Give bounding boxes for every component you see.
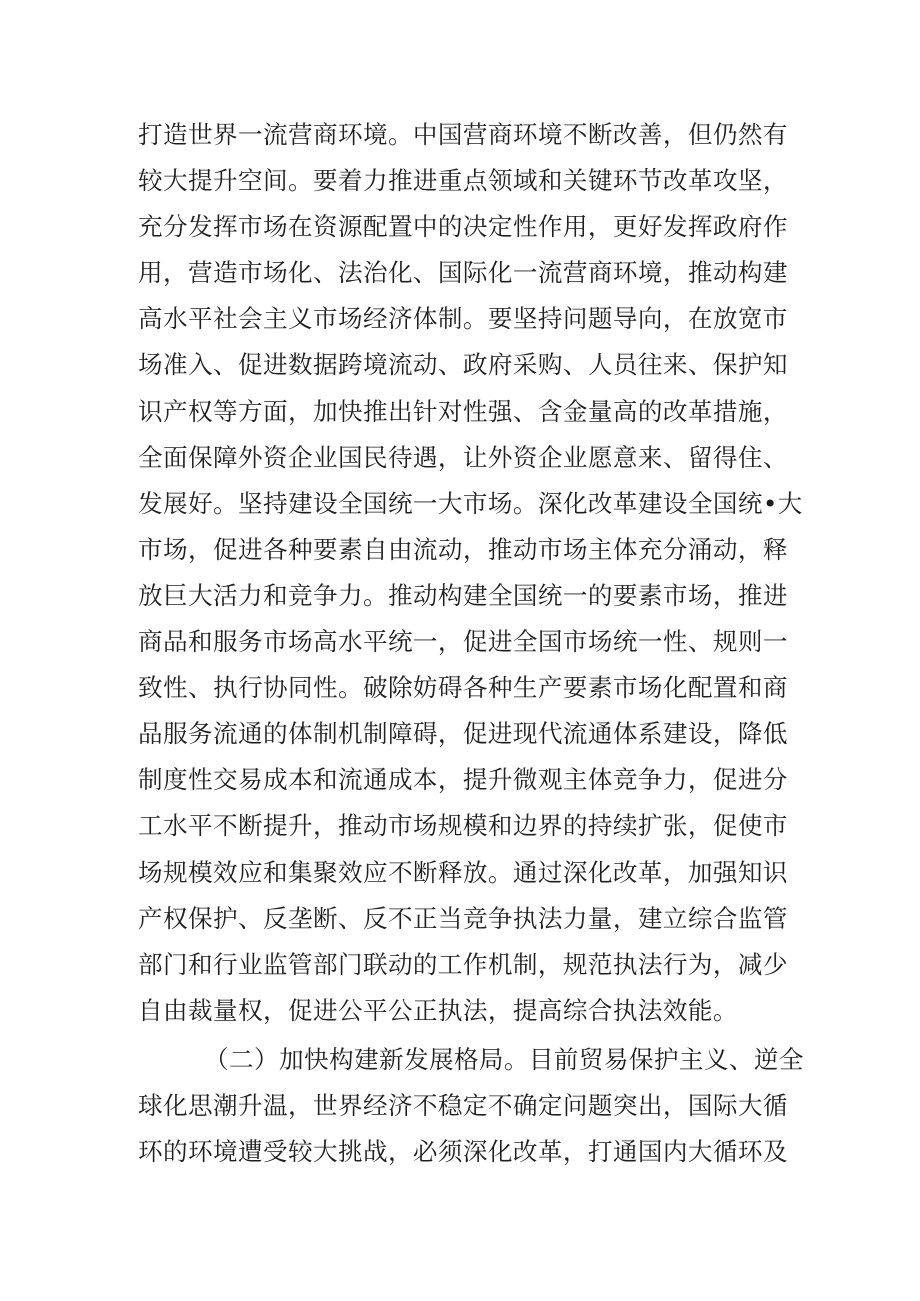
- text-line: 市场，促进各种要素自由流动，推动市场主体充分涌动，释: [138, 534, 788, 564]
- text-line: 较大提升空间。要着力推进重点领域和关键环节改革攻坚，: [138, 166, 788, 196]
- text-line: 球化思潮升温，世界经济不稳定不确定问题突出，国际大循: [138, 1090, 788, 1120]
- text-line: 环的环境遭受较大挑战，必须深化改革，打通国内大循环及: [138, 1137, 788, 1167]
- text-line: 场规模效应和集聚效应不断释放。通过深化改革，加强知识: [138, 857, 788, 887]
- text-line: 识产权等方面，加快推出针对性强、含金量高的改革措施，: [138, 396, 788, 426]
- text-line: 发展好。坚持建设全国统一大市场。深化改革建设全国统•大: [138, 488, 803, 518]
- section-heading-line: （二）加快构建新发展格局。目前贸易保护主义、逆全: [204, 1044, 804, 1074]
- text-line: 充分发挥市场在资源配置中的决定性作用，更好发挥政府作: [138, 212, 788, 242]
- text-line: 用，营造市场化、法治化、国际化一流营商环境，推动构建: [138, 258, 788, 288]
- text-line: 制度性交易成本和流通成本，提升微观主体竞争力，促进分: [138, 765, 788, 795]
- text-line: 商品和服务市场高水平统一，促进全国市场统一性、规则一: [138, 627, 788, 657]
- text-line: 高水平社会主义市场经济体制。要坚持问题导向，在放宽市: [138, 304, 788, 334]
- text-line: 放巨大活力和竞争力。推动构建全国统一的要素市场，推进: [138, 580, 788, 610]
- text-line: 品服务流通的体制机制障碍，促进现代流通体系建设，降低: [138, 719, 788, 749]
- text-line: 致性、执行协同性。破除妨碍各种生产要素市场化配置和商: [138, 673, 788, 703]
- text-line: 场准入、促进数据跨境流动、政府采购、人员往来、保护知: [138, 350, 788, 380]
- text-line: 部门和行业监管部门联动的工作机制，规范执法行为，减少: [138, 949, 788, 979]
- body-text: [138, 112, 804, 1175]
- text-line: 打造世界一流营商环境。中国营商环境不断改善，但仍然有: [138, 120, 788, 149]
- text-line: 产权保护、反垄断、反不正当竞争执法力量，建立综合监管: [138, 903, 788, 933]
- text-line: 自由裁量权，促进公平公正执法，提高综合执法效能。: [138, 995, 738, 1025]
- text-line: 工水平不断提升，推动市场规模和边界的持续扩张，促使市: [138, 811, 788, 841]
- text-line: 全面保障外资企业国民待遇，让外资企业愿意来、留得住、: [138, 442, 788, 472]
